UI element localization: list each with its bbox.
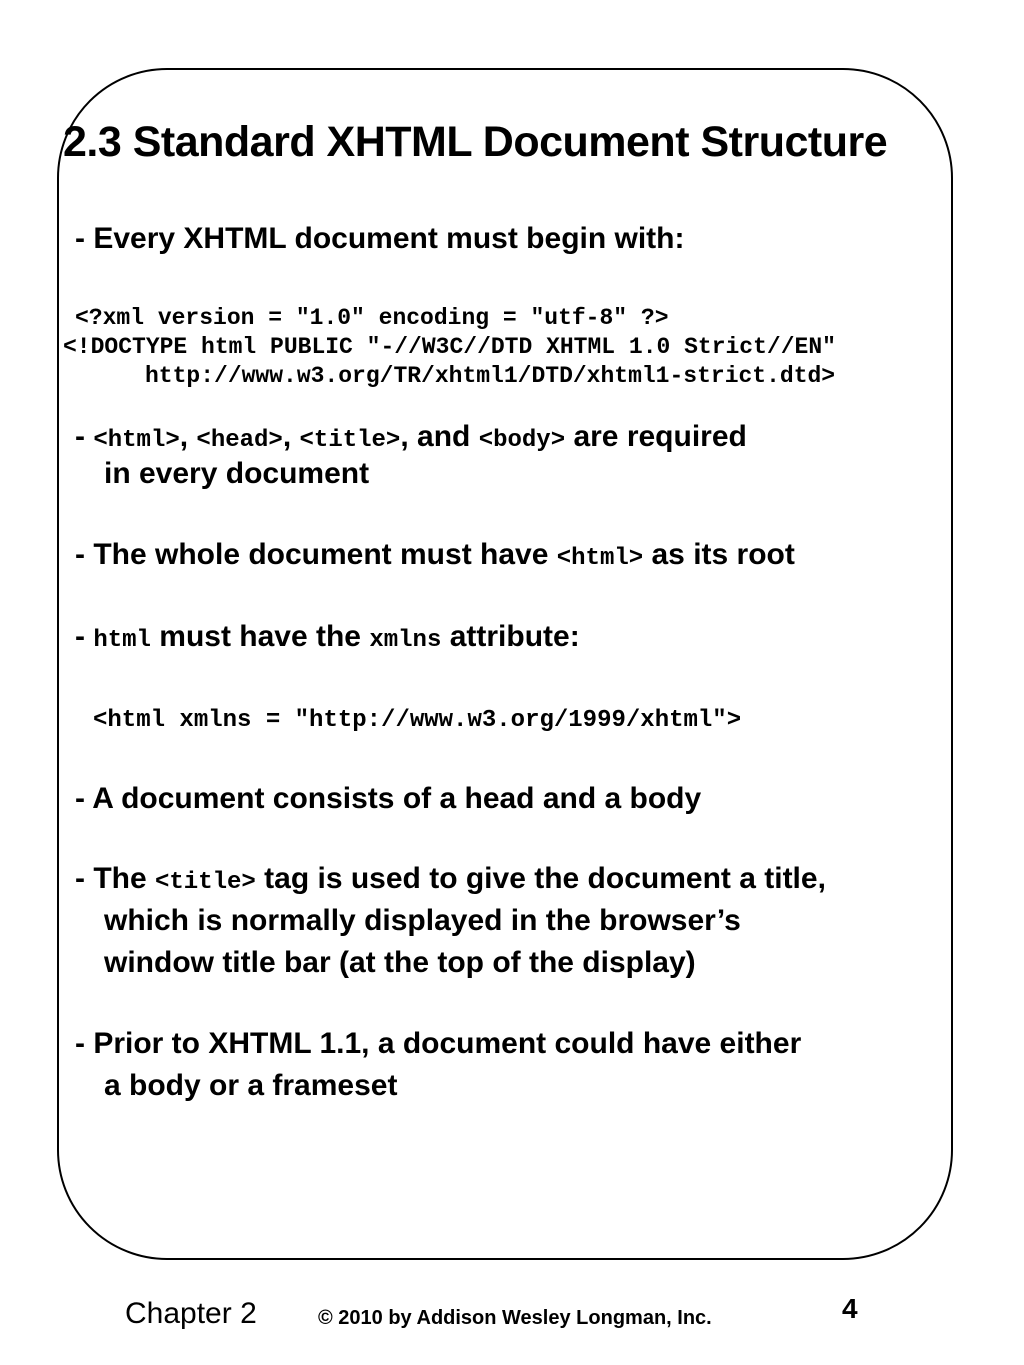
bullet-root-suffix: as its root: [643, 538, 795, 571]
code-xml-declaration: <?xml version = ″1.0″ encoding = ″utf-8″ ?>: [75, 305, 669, 331]
tag-body: <body>: [478, 427, 566, 454]
bullet-xmlns-dash: -: [75, 620, 94, 653]
bullet-prior-line2: a body or a frameset: [104, 1069, 398, 1102]
bullet-required-dash: -: [75, 420, 94, 453]
bullet-title-prefix: - The: [75, 862, 155, 895]
bullet-title-line2: which is normally displayed in the browser’s: [104, 904, 741, 937]
tag-html: <html>: [93, 427, 180, 454]
bullet-title: [75, 862, 826, 896]
tag-html-root: <html>: [556, 545, 644, 572]
intro-text: - Every XHTML document must begin with:: [75, 222, 685, 255]
bullet-root-prefix: - The whole document must have: [75, 538, 557, 571]
bullet-required-sep1: ,: [179, 420, 197, 453]
tag-head: <head>: [196, 427, 283, 454]
bullet-required-line2: in every document: [104, 457, 370, 490]
attr-xmlns: xmlns: [369, 627, 442, 654]
bullet-xmlns-mid: must have the: [150, 620, 370, 653]
code-dtd-url: http://www.w3.org/TR/xhtml1/DTD/xhtml1-strict.dtd>: [145, 363, 836, 389]
bullet-required-suffix: are required: [565, 420, 747, 453]
bullet-head-body: - A document consists of a head and a body: [75, 782, 702, 815]
bullet-required: [75, 420, 747, 454]
page-number: 4: [842, 1293, 858, 1324]
code-xmlns: <html xmlns = ″http://www.w3.org/1999/xhtml″>: [93, 707, 742, 734]
bullet-xmlns-suffix: attribute:: [441, 620, 580, 653]
bullet-title-suffix: tag is used to give the document a title,: [255, 862, 826, 895]
bullet-required-sep2: ,: [282, 420, 300, 453]
footer-chapter: Chapter 2: [125, 1297, 257, 1330]
bullet-prior: - Prior to XHTML 1.1, a document could have either: [75, 1027, 802, 1060]
footer-copyright: © 2010 by Addison Wesley Longman, Inc.: [318, 1307, 712, 1329]
slide-title: 2.3 Standard XHTML Document Structure: [63, 118, 888, 166]
bullet-root: [75, 538, 795, 572]
tag-html-plain: html: [93, 627, 151, 654]
tag-title: <title>: [299, 427, 401, 454]
tag-title-inline: <title>: [155, 869, 256, 896]
bullet-required-and: , and: [400, 420, 479, 453]
bullet-xmlns: [75, 620, 580, 654]
code-doctype: <!DOCTYPE html PUBLIC ″-//W3C//DTD XHTML 1.0 Strict//EN″: [63, 334, 836, 360]
bullet-title-line3: window title bar (at the top of the display): [104, 946, 696, 979]
